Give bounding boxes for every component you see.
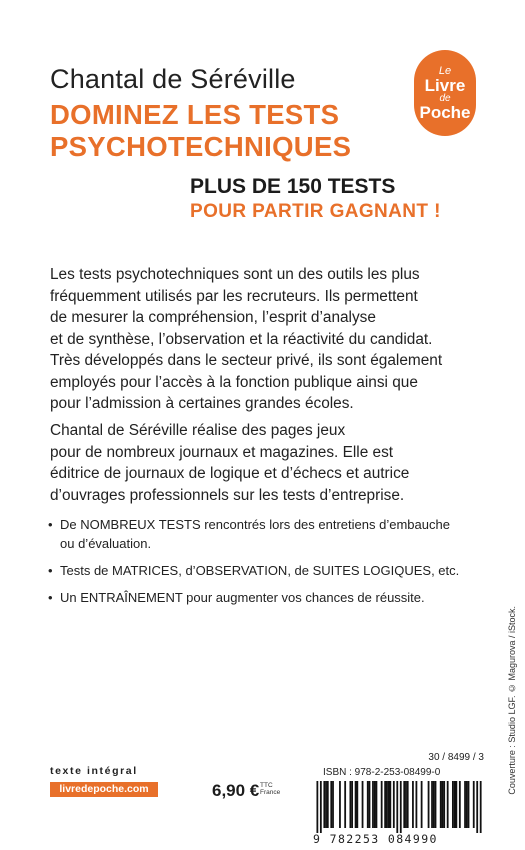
- cover-credit: [502, 600, 522, 800]
- barcode-bar: [339, 781, 341, 828]
- barcode-bar: [480, 781, 482, 833]
- feature-text: ou d’évaluation.: [60, 536, 152, 551]
- barcode-bar: [442, 781, 444, 828]
- description-line: fréquemment utilisés par les recruteurs. Ils permettent: [50, 287, 418, 305]
- barcode-bar: [320, 781, 322, 833]
- website-link[interactable]: livredepoche.com: [50, 782, 158, 797]
- barcode-bar: [388, 781, 390, 828]
- logo-poche: Poche: [419, 102, 471, 122]
- feature-text: Un ENTRAÎNEMENT pour augmenter vos chances de réussite.: [60, 590, 425, 605]
- price: 6,90 €: [212, 781, 260, 800]
- description-line: Très développés dans le secteur privé, ils sont également: [50, 352, 443, 369]
- bio-line: éditrice de journaux de logique et d’échecs et autrice: [50, 465, 410, 482]
- cover-credit-text: Couverture : Studio LGF. © Magurova / iStock.: [507, 605, 517, 795]
- barcode-bar: [455, 781, 457, 828]
- barcode-bar: [349, 781, 351, 828]
- barcode-bar: [466, 781, 468, 828]
- title-line-1: DOMINEZ LES TESTS: [50, 99, 340, 130]
- barcode-bar: [400, 781, 402, 833]
- barcode-bar: [468, 781, 470, 828]
- feature-list: [48, 515, 478, 615]
- barcode-bar: [369, 781, 371, 828]
- author-bio-paragraph: [50, 420, 470, 506]
- bullet-dot: •: [48, 517, 53, 532]
- barcode-bar: [367, 781, 369, 828]
- barcode-bar: [412, 781, 414, 828]
- feature-item: [48, 588, 478, 607]
- barcode-bar: [327, 781, 329, 828]
- barcode-bar: [356, 781, 358, 828]
- subtitle-line-2: POUR PARTIR GAGNANT !: [190, 201, 441, 222]
- barcode-bar: [433, 781, 435, 828]
- bio-line: Chantal de Séréville réalise des pages jeux: [50, 422, 346, 439]
- barcode-bar: [407, 781, 409, 828]
- barcode-bar: [344, 781, 346, 828]
- barcode-bar: [405, 781, 407, 828]
- price-note: [260, 782, 280, 796]
- description-line: de mesurer la compréhension, l’esprit d’analyse: [50, 309, 376, 326]
- barcode-bar: [435, 781, 437, 828]
- barcode-bar: [381, 781, 383, 828]
- barcode-bar: [428, 781, 430, 828]
- bullet-dot: •: [48, 590, 53, 605]
- barcode-bar: [376, 781, 378, 828]
- description-line: et de synthèse, l’observation et la réactivité du candidat.: [50, 330, 433, 348]
- logo-de: de: [439, 92, 451, 104]
- barcode-bar: [330, 781, 332, 828]
- barcode-bar: [332, 781, 334, 828]
- barcode-bar: [323, 781, 325, 828]
- barcode-bar: [447, 781, 449, 828]
- barcode-bar: [351, 781, 353, 828]
- barcode-bar: [384, 781, 386, 828]
- barcode-bar: [362, 781, 364, 828]
- publisher-logo: [414, 50, 476, 136]
- barcode-bar: [473, 781, 475, 828]
- logo-le: Le: [438, 64, 452, 77]
- barcode-bar: [421, 781, 423, 828]
- bio-line: d’ouvrages professionnels sur les tests d’entreprise.: [50, 486, 405, 504]
- barcode-bar: [389, 781, 391, 828]
- barcode-bar: [374, 781, 376, 828]
- price-note-country: France: [260, 789, 281, 796]
- author-name: Chantal de Séréville: [50, 64, 296, 94]
- subtitle-line-1: PLUS DE 150 TESTS: [190, 175, 396, 198]
- barcode-bar: [316, 781, 318, 833]
- isbn-number: ISBN : 978-2-253-08499-0: [323, 767, 441, 778]
- reference-number: 30 / 8499 / 3: [428, 752, 484, 763]
- barcode-bar: [416, 781, 418, 828]
- barcode-bar: [386, 781, 388, 828]
- barcode-bar: [454, 781, 456, 828]
- barcode-bar: [431, 781, 433, 828]
- barcode-bar: [459, 781, 461, 828]
- barcode-bar: [476, 781, 478, 833]
- feature-text: Tests de MATRICES, d’OBSERVATION, de SUITES LOGIQUES, etc.: [60, 563, 460, 578]
- barcode-bar: [372, 781, 374, 828]
- barcode-bar: [355, 781, 357, 828]
- barcode-bar: [325, 781, 327, 828]
- description-line: pour l’admission à certaines grandes écoles.: [50, 395, 354, 412]
- feature-text: De NOMBREUX TESTS rencontrés lors des entretiens d’embauche: [60, 517, 450, 532]
- title-line-2: PSYCHOTECHNIQUES: [50, 131, 352, 162]
- bio-line: pour de nombreux journaux et magazines. Elle est: [50, 443, 394, 461]
- barcode-bar: [440, 781, 442, 828]
- ean-digits: 9 782253 084990: [313, 832, 438, 846]
- barcode-bar: [396, 781, 398, 833]
- book-title: [50, 99, 351, 163]
- texte-integral-label: texte intégral: [50, 765, 138, 777]
- barcode-bar: [452, 781, 454, 828]
- feature-item: [48, 515, 478, 553]
- description-line: Les tests psychotechniques sont un des outils les plus: [50, 266, 420, 283]
- price-note-ttc: TTC: [260, 782, 273, 789]
- description-paragraph: [50, 264, 470, 415]
- barcode-bar: [393, 781, 395, 828]
- barcode: [313, 781, 485, 833]
- barcode-bar: [464, 781, 466, 828]
- logo-livre: Livre: [424, 75, 466, 95]
- feature-item: [48, 561, 478, 580]
- barcode-bar: [443, 781, 445, 828]
- barcode-bar: [403, 781, 405, 828]
- barcode-graphic: [313, 781, 485, 833]
- description-line: employés pour l’accès à la fonction publique ainsi que: [50, 373, 418, 391]
- bullet-dot: •: [48, 563, 53, 578]
